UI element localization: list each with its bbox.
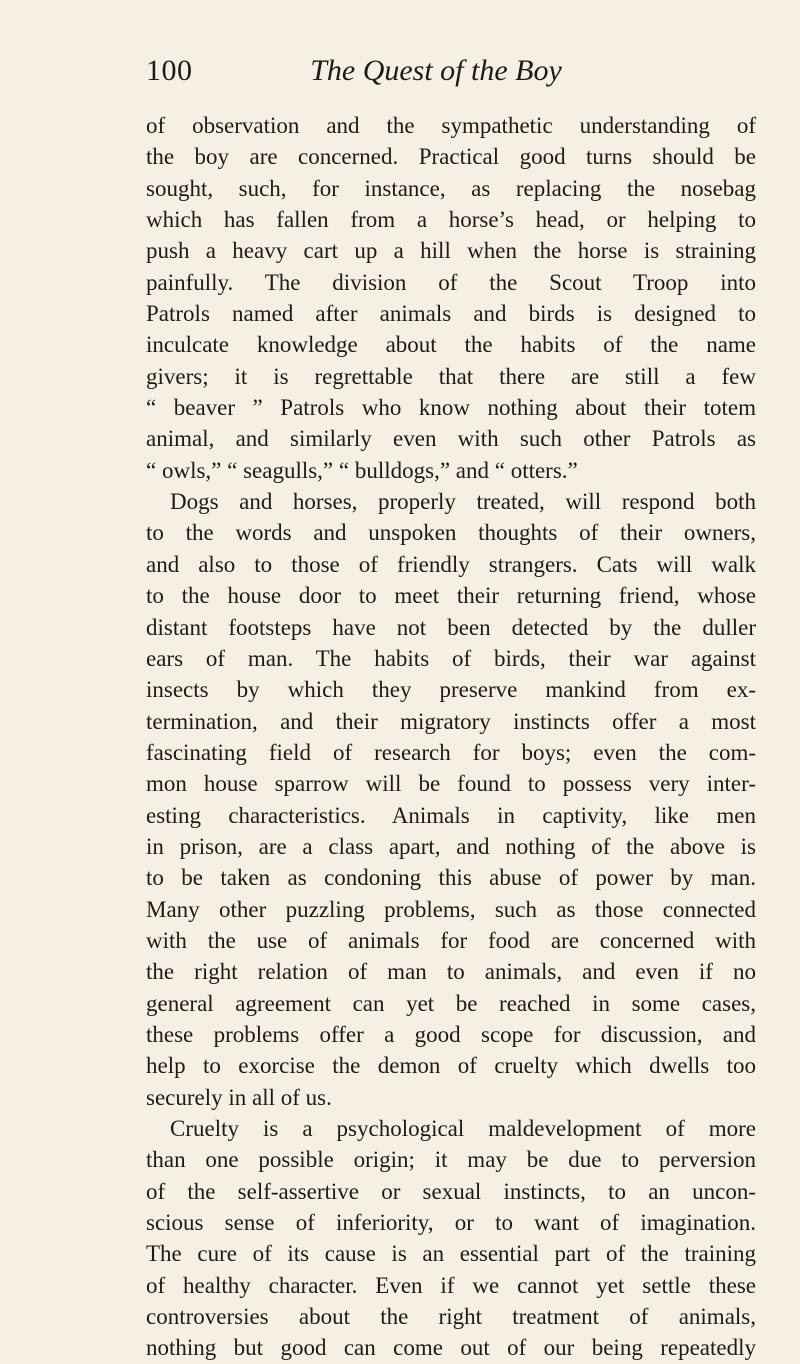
text-line: help to exorcise the demon of cruelty which dwells too <box>146 1053 756 1079</box>
text-line: securely in all of us. <box>146 1084 332 1110</box>
text-line: esting characteristics. Animals in captivity, like men <box>146 802 756 828</box>
text-line: sought, such, for instance, as replacing the nosebag <box>146 175 756 201</box>
text-line: push a heavy cart up a hill when the horse is straining <box>146 238 756 264</box>
text-line: Dogs and horses, properly treated, will respond both <box>170 489 756 515</box>
text-line: mon house sparrow will be found to possess very inter- <box>146 771 756 797</box>
running-title: The Quest of the Boy <box>310 54 562 87</box>
text-line: scious sense of inferiority, or to want of imagination. <box>146 1210 756 1236</box>
text-line: inculcate knowledge about the habits of the name <box>146 332 756 358</box>
text-line: termination, and their migratory instincts offer a most <box>146 708 756 734</box>
text-line: of observation and the sympathetic understanding of <box>146 113 756 138</box>
text-line: controversies about the right treatment of animals, <box>146 1304 756 1330</box>
text-line: “ beaver ” Patrols who know nothing about their totem <box>146 395 756 421</box>
page-number: 100 <box>146 54 193 87</box>
text-line: Patrols named after animals and birds is designed to <box>146 301 756 327</box>
text-line: to the house door to meet their returning friend, whose <box>146 583 756 609</box>
text-line: Many other puzzling problems, such as those connected <box>146 896 756 922</box>
text-line: with the use of animals for food are concerned with <box>146 927 756 953</box>
text-line: fascinating field of research for boys; even the com- <box>146 739 756 765</box>
text-line: nothing but good can come out of our being repeatedly <box>146 1335 756 1361</box>
text-line: to the words and unspoken thoughts of their owners, <box>146 520 756 546</box>
text-line: painfully. The division of the Scout Troop into <box>146 269 756 295</box>
text-line: givers; it is regrettable that there are still a few <box>146 363 756 389</box>
text-line: which has fallen from a horse’s head, or helping to <box>146 207 756 233</box>
text-line: of the self-assertive or sexual instincts, to an uncon- <box>146 1178 756 1204</box>
text-line: in prison, are a class apart, and nothing of the above is <box>146 833 756 859</box>
text-line: of healthy character. Even if we cannot yet settle these <box>146 1272 756 1298</box>
page-header <box>146 44 726 94</box>
text-line: distant footsteps have not been detected by the duller <box>146 614 756 640</box>
text-line: these problems offer a good scope for discussion, and <box>146 1021 756 1047</box>
text-line: general agreement can yet be reached in some cases, <box>146 990 756 1016</box>
text-line: The cure of its cause is an essential part of the training <box>146 1241 756 1267</box>
text-line: Cruelty is a psychological maldevelopment of more <box>170 1116 756 1141</box>
text-line: animal, and similarly even with such other Patrols as <box>146 426 756 452</box>
text-line: the right relation of man to animals, and even if no <box>146 959 756 985</box>
text-line: to be taken as condoning this abuse of power by man. <box>146 865 756 891</box>
text-line: than one possible origin; it may be due to perversion <box>146 1147 756 1173</box>
text-line: the boy are concerned. Practical good turns should be <box>146 144 756 170</box>
text-line: and also to those of friendly strangers. Cats will walk <box>146 551 756 577</box>
body-text <box>146 110 756 1364</box>
text-line: insects by which they preserve mankind from ex- <box>146 677 756 703</box>
text-line: “ owls,” “ seagulls,” “ bulldogs,” and “ otters.” <box>146 457 578 483</box>
text-line: ears of man. The habits of birds, their war against <box>146 645 756 671</box>
